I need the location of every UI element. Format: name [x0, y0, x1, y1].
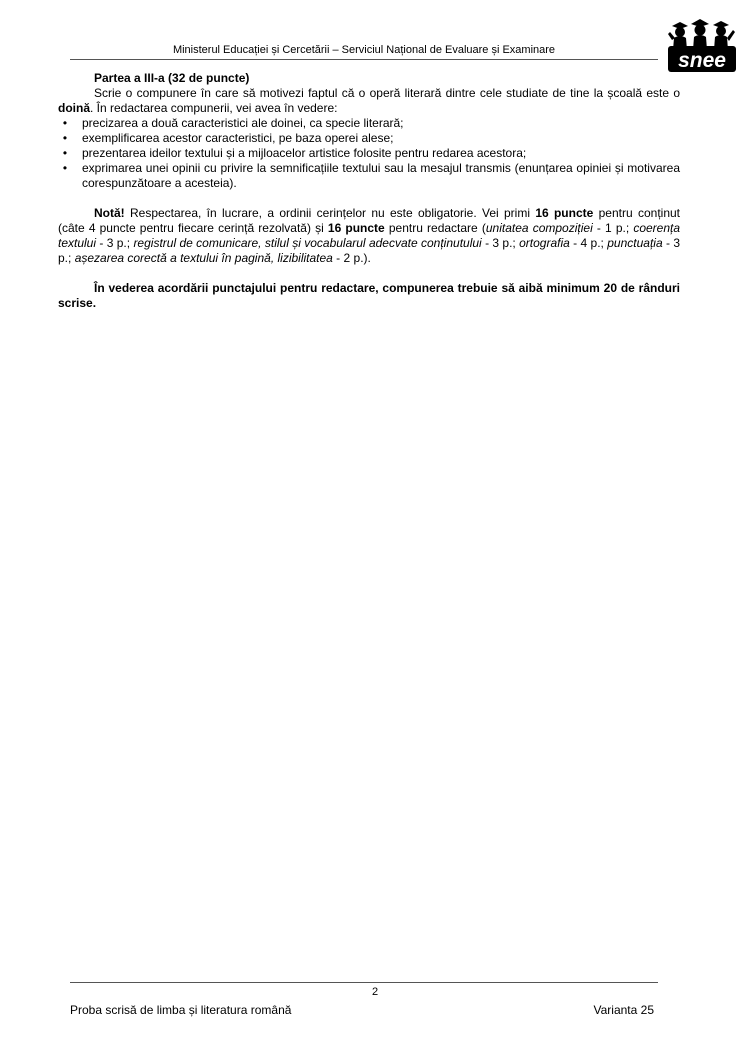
list-item: • prezentarea ideilor textului și a mijloacelor artistice folosite pentru redarea acestora; [62, 146, 527, 160]
header-divider [70, 59, 658, 60]
requirements-list [58, 116, 680, 191]
footer-exam-title: Proba scrisă de limba și literatura română [70, 1003, 292, 1017]
header-title: Ministerul Educației și Cercetării – Serviciul Național de Evaluare și Examinare [172, 44, 556, 56]
note-paragraph: Notă! Respectarea, în lucrare, a ordinii cerințelor nu este obligatorie. Vei primi 16 puncte pentru conținut (câte 4 puncte pentru fiecare cerință rezolvată) și 16 puncte pentru redactare (unitatea compoziției - 1 p.; coerența textului - 3 p.; registrul de comunicare, stilul și vocabularul adecvate conținutului - 3 p.; ortografia - 4 p.; punctuația - 3 p.; așezarea corectă a textului în pagină, lizibilitatea - 2 p.). [58, 206, 681, 265]
footer-variant: Varianta 25 [593, 1003, 654, 1017]
list-item: • exemplificarea acestor caracteristici, pe baza operei alese; [62, 131, 394, 145]
footer-divider [70, 982, 658, 983]
page-number: 2 [371, 986, 379, 998]
list-item: • exprimarea unei opinii cu privire la semnificațiile textului sau la mesajul transmis (enunțarea opiniei și motivarea corespunzătoare a acesteia). [62, 161, 680, 190]
exam-section [58, 71, 680, 311]
section-heading: Partea a III-a (32 de puncte) [94, 71, 250, 85]
redaction-requirement: În vederea acordării punctajului pentru redactare, compunerea trebuie să aibă minimum 20 de rânduri scrise. [58, 281, 680, 310]
list-item: • precizarea a două caracteristici ale doinei, ca specie literară; [62, 116, 404, 130]
section-intro: Scrie o compunere în care să motivezi faptul că o operă literară dintre cele studiate de tine la școală este o doină. În redactarea compunerii, vei avea în vedere: [58, 86, 680, 115]
snee-logo [666, 16, 738, 74]
logo-text: snee [678, 49, 726, 72]
